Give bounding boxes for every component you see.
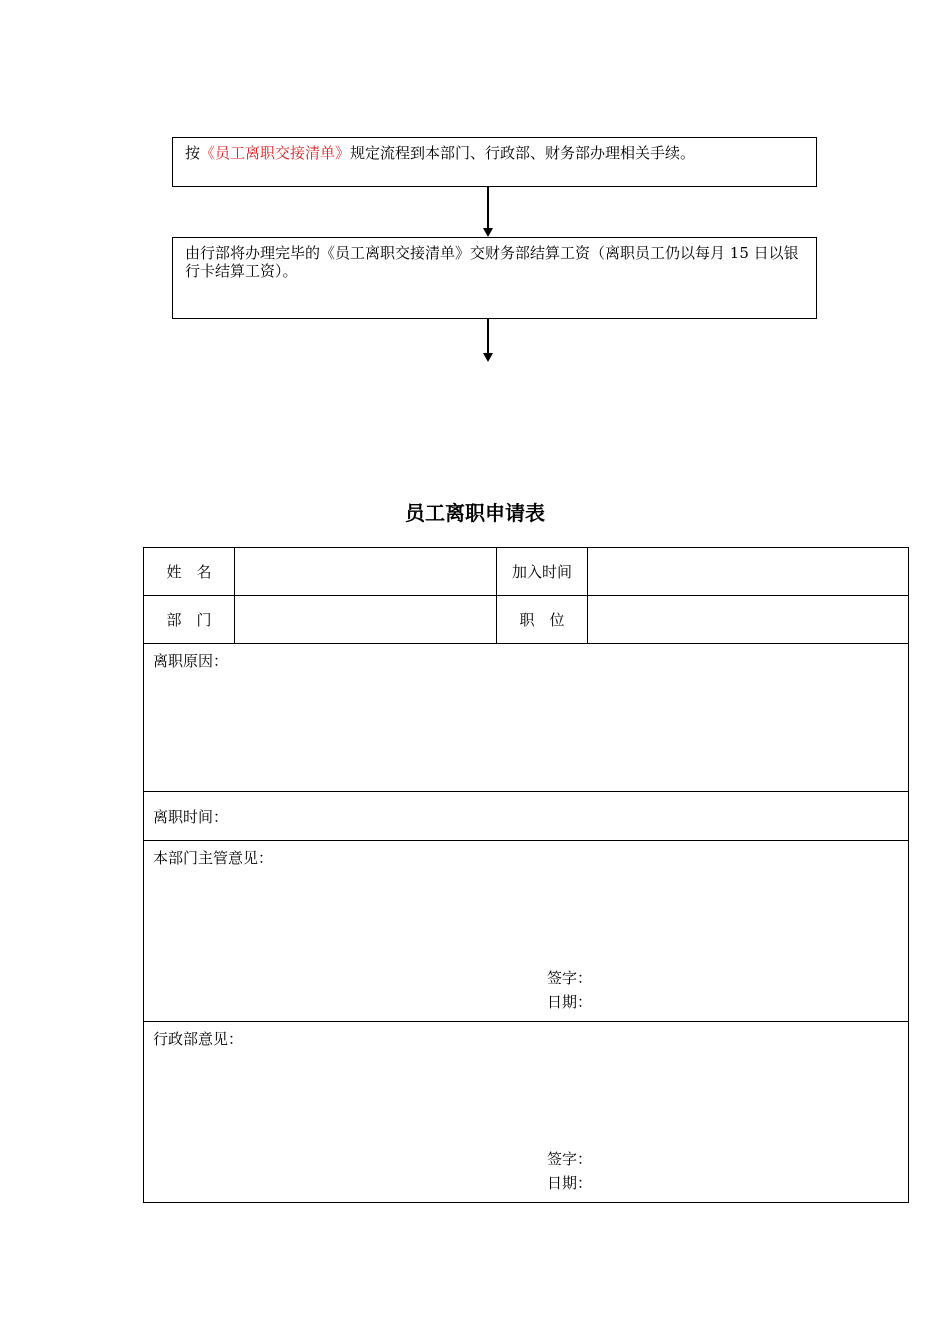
flow-step-prefix: 按 (185, 144, 201, 162)
leave-date-field[interactable] (144, 792, 909, 841)
flow-arrow-1 (487, 187, 489, 229)
flow-arrow-1-head (483, 228, 493, 237)
admin-opinion-field[interactable] (144, 1022, 909, 1203)
name-field[interactable] (235, 548, 497, 596)
flow-step-settlement-text: 由行部将办理完毕的《员工离职交接清单》交财务部结算工资（离职员工仍以每月 15 日以银行卡结算工资）。 (185, 244, 799, 280)
dept-head-sign-label: 签字： (547, 969, 593, 987)
resignation-form (143, 547, 909, 1203)
reason-label: 离职原因： (153, 652, 229, 670)
handover-list-link-text: 《员工离职交接清单》 (200, 144, 351, 162)
flow-arrow-2-head (483, 353, 493, 362)
position-label: 职 位 (497, 596, 588, 644)
position-field[interactable] (588, 596, 909, 644)
dept-head-date-label: 日期： (547, 993, 593, 1011)
admin-signature (547, 1147, 592, 1195)
flow-step-suffix: 规定流程到本部门、行政部、财务部办理相关手续。 (350, 144, 696, 162)
department-label: 部 门 (144, 596, 235, 644)
join-date-label: 加入时间 (497, 548, 588, 596)
dept-head-opinion-field[interactable] (144, 841, 909, 1022)
form-title: 员工离职申请表 (405, 501, 545, 525)
name-label: 姓 名 (144, 548, 235, 596)
department-field[interactable] (235, 596, 497, 644)
flow-step-settlement (172, 237, 817, 319)
flow-step-handover (172, 137, 817, 187)
leave-date-label: 离职时间： (153, 807, 229, 826)
reason-field[interactable] (144, 644, 909, 792)
admin-date-label: 日期： (547, 1174, 593, 1192)
dept-head-signature (547, 966, 592, 1014)
join-date-field[interactable] (588, 548, 909, 596)
dept-head-opinion-label: 本部门主管意见： (153, 849, 274, 867)
admin-opinion-label: 行政部意见： (153, 1030, 244, 1048)
admin-sign-label: 签字： (547, 1150, 593, 1168)
flow-arrow-2 (487, 319, 489, 354)
